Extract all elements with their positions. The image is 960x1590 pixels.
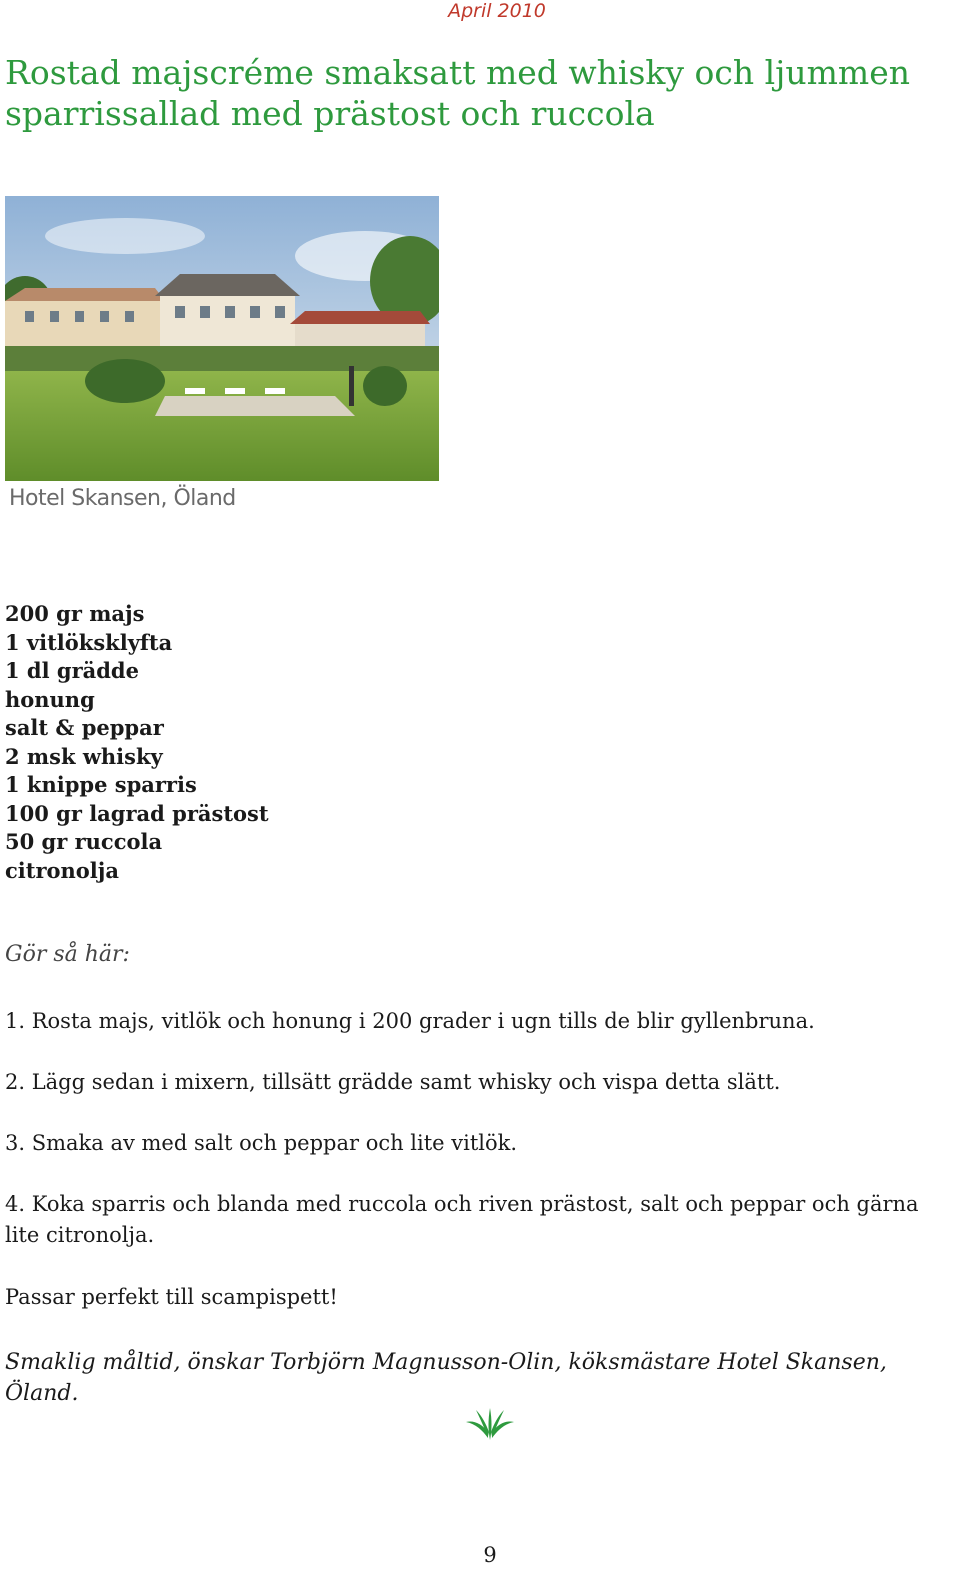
hotel-photo bbox=[5, 196, 439, 540]
ingredient-item: 1 vitlöksklyfta bbox=[5, 629, 173, 655]
ingredient-item: 200 gr majs bbox=[5, 601, 145, 626]
ingredient-item: 1 knippe sparris bbox=[5, 772, 197, 797]
method-step: 2. Lägg sedan i mixern, tillsätt grädde samt whisky och vispa detta slätt. bbox=[5, 1070, 781, 1094]
page-number: 9 bbox=[483, 1543, 497, 1567]
ingredient-item: 50 gr ruccola bbox=[5, 829, 163, 854]
header-date: April 2010 bbox=[448, 0, 546, 22]
ingredient-item: honung bbox=[5, 686, 95, 712]
serving-note: Passar perfekt till scampispett! bbox=[5, 1285, 338, 1309]
ingredient-list bbox=[5, 600, 269, 885]
recipe-title: Rostad majscréme smaksatt med whisky och ljummen sparrissallad med prästost och ruccola bbox=[5, 53, 911, 133]
ingredient-item: 100 gr lagrad prästost bbox=[5, 800, 269, 826]
ingredient-item: 2 msk whisky bbox=[5, 743, 163, 769]
method-steps bbox=[5, 1006, 950, 1281]
method-step: 3. Smaka av med salt och peppar och lite vitlök. bbox=[5, 1131, 518, 1155]
photo-caption: Hotel Skansen, Öland bbox=[9, 486, 236, 511]
signoff: Smaklig måltid, önskar Torbjörn Magnusson-Olin, köksmästare Hotel Skansen, Öland. bbox=[5, 1350, 887, 1406]
ingredient-item: 1 dl grädde bbox=[5, 658, 139, 683]
ingredient-item: citronolja bbox=[5, 857, 119, 883]
leaf-ornament-icon bbox=[464, 1402, 516, 1446]
ingredient-item: salt & peppar bbox=[5, 715, 164, 740]
method-step: 4. Koka sparris och blanda med ruccola och riven prästost, salt och peppar och gärna lite citronolja. bbox=[5, 1192, 919, 1247]
method-heading: Gör så här: bbox=[5, 942, 130, 967]
method-step: 1. Rosta majs, vitlök och honung i 200 grader i ugn tills de blir gyllenbruna. bbox=[5, 1009, 815, 1033]
